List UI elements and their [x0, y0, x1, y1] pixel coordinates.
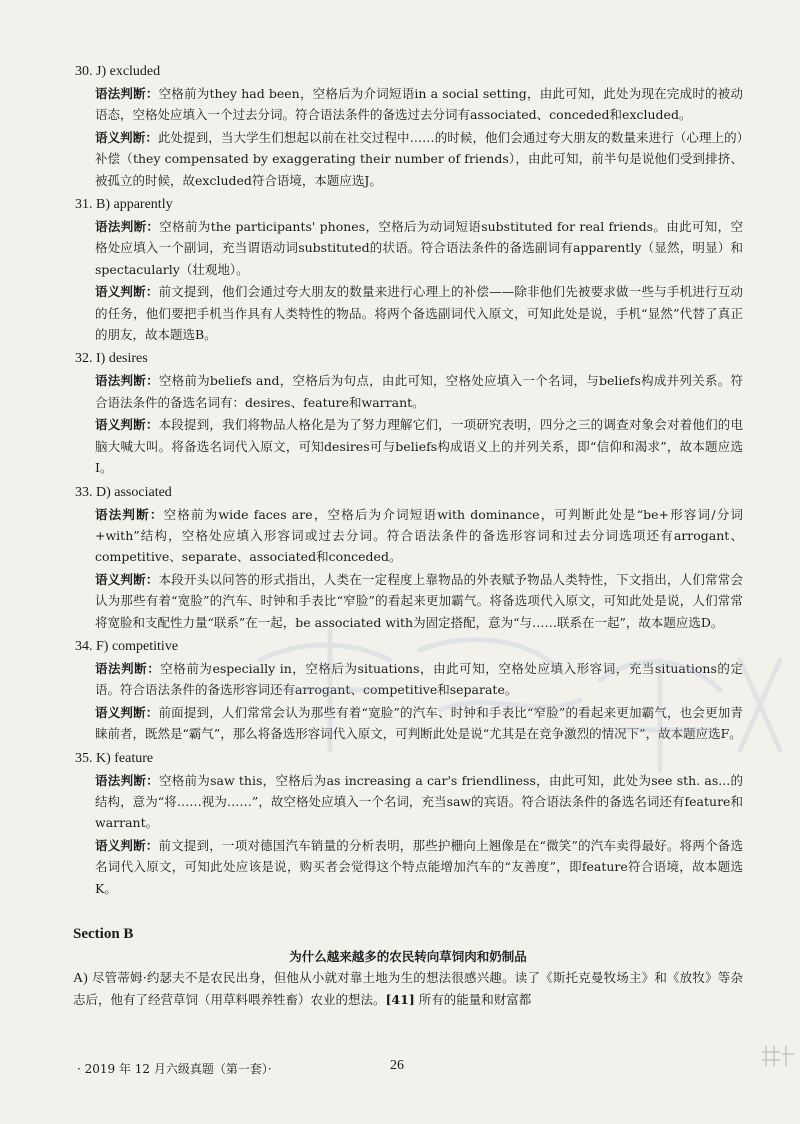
grammar-analysis: [95, 770, 743, 834]
question-title: 33. D) associated: [75, 484, 172, 500]
meaning-text: 此处提到，当大学生们想起以前在社交过程中……的时候，他们会通过夸大朋友的数量来进行（心理上的）补偿（they compensated by exaggerating their number of friends），由此可知，前半句是说他们受到排挤、被孤立的时候，故excluded符合语境，本题应选J。: [95, 129, 743, 188]
question-block: [73, 349, 743, 478]
meaning-text: 前文提到，他们会通过夸大朋友的数量来进行心理上的补偿——除非他们先被要求做一些与手机进行互动的任务，他们要把手机当作具有人类特性的物品。将两个备选副词代入原文，可知此处是说，手机“显然”代替了真正的朋友，故本题选B。: [95, 284, 743, 343]
question-title: 32. I) desires: [75, 351, 148, 367]
grammar-text: 空格前为wide faces are，空格后为介词短语with dominance，可判断此处是“be+形容词/分词+with”结构，空格处应填入形容词或过去分词。符合语法条件的备选形容词和过去分词选项还有arrogant、competitive、separate、associated和conceded。: [95, 506, 743, 565]
paragraph-tail: 所有的能量和财富都: [418, 992, 532, 1008]
grammar-text: 空格前为beliefs and，空格后为句点，由此可知，空格处应填入一个名词，与beliefs构成并列关系。符合语法条件的备选名词有：desires、feature和warrant。: [95, 373, 743, 410]
question-block: [73, 749, 743, 899]
paragraph-marker: A): [73, 971, 88, 986]
grammar-analysis: [95, 83, 743, 126]
section-heading: Section B: [73, 926, 134, 942]
grammar-text: 空格前为they had been，空格后为介词短语in a social setting，由此可知，此处为现在完成时的被动语态，空格处应填入一个过去分词。符合语法条件的备选过去分词有associated、conceded和excluded。: [95, 86, 743, 123]
meaning-text: 前面提到，人们常常会认为那些有着“宽脸”的汽车、时钟和手表比“窄脸”的看起来更加霸气，也会更加青睐前者，既然是“霸气”，那么将备选形容词代入原文，可判断此处是说“尤其是在竞争激烈的情况下”，故本题应选F。: [95, 704, 743, 742]
grammar-label: 语法判断：: [95, 373, 159, 389]
question-title: 35. K) feature: [75, 750, 154, 766]
grammar-analysis: [95, 658, 743, 701]
meaning-analysis: [95, 127, 743, 191]
grammar-label: 语法判断：: [95, 660, 161, 676]
page-number: 26: [390, 1058, 404, 1073]
meaning-label: 语义判断：: [95, 129, 158, 145]
article-title: 为什么越来越多的农民转向草饲肉和奶制品: [289, 949, 527, 964]
corner-stamp-mark: [760, 1040, 796, 1070]
paragraph-text: 尽管蒂姆·约瑟夫不是农民出身，但他从小就对靠土地为生的想法很感兴趣。读了《斯托克曼牧场主》和《放牧》等杂志后，他有了经营草饲（用草料喂养牲畜）农业的想法。: [73, 970, 743, 1008]
meaning-label: 语义判断：: [95, 417, 159, 433]
footer-exam-label: · 2019 年 12 月六级真题（第一套）·: [77, 1062, 272, 1076]
question-block: [73, 637, 743, 745]
question-title: 30. J) excluded: [75, 64, 161, 79]
meaning-analysis: [95, 281, 743, 345]
grammar-label: 语法判断：: [95, 219, 160, 235]
meaning-label: 语义判断：: [95, 284, 159, 300]
meaning-analysis: [95, 702, 743, 745]
grammar-label: 语法判断：: [95, 86, 159, 101]
meaning-text: 前文提到，一项对德国汽车销量的分析表明，那些护栅向上翘像是在“微笑”的汽车卖得最好。将两个备选名词代入原文，可知此处应该是说，购买者会觉得这个特点能增加汽车的“友善度”，即feature符合语境，故本题选K。: [95, 837, 743, 896]
blank-reference: [41]: [385, 992, 415, 1008]
answer-explanations: [73, 62, 743, 1011]
question-block: [73, 195, 743, 345]
grammar-text: 空格前为saw this，空格后为as increasing a car's friendliness，由此可知，此处为see sth. as...的结构，意为“将……视为……”，故空格处应填入一个名词，充当saw的宾语。符合语法条件的备选名词还有feature和warrant。: [95, 772, 743, 831]
grammar-label: 语法判断：: [95, 772, 159, 788]
meaning-label: 语义判断：: [95, 704, 159, 720]
meaning-label: 语义判断：: [95, 837, 159, 853]
article-paragraph: [73, 967, 743, 1011]
grammar-text: 空格前为especially in，空格后为situations，由此可知，空格处应填入形容词，充当situations的定语。符合语法条件的备选形容词还有arrogant、competitive和separate。: [95, 660, 743, 698]
meaning-analysis: [95, 414, 743, 478]
question-block: [73, 483, 743, 633]
grammar-label: 语法判断：: [95, 506, 164, 522]
grammar-text: 空格前为the participants' phones，空格后为动词短语substituted for real friends。由此可知，空格处应填入一个副词，充当谓语动词substituted的状语。符合语法条件的备选副词有apparently（显然，明显）和spectacularly（壮观地）。: [95, 219, 743, 277]
meaning-analysis: [95, 569, 743, 633]
question-title: 34. F) competitive: [75, 638, 179, 654]
grammar-analysis: [95, 504, 743, 568]
meaning-text: 本段开头以问答的形式指出，人类在一定程度上靠物品的外表赋予物品人类特性，下文指出，人们常常会认为那些有着“宽脸”的汽车、时钟和手表比“窄脸”的看起来更加霸气。将备选项代入原文，可知此处是说，人们常常将宽脸和支配性力量“联系”在一起，be associated with为固定搭配，意为“与……联系在一起”，故本题应选D。: [95, 571, 743, 630]
grammar-analysis: [95, 370, 743, 413]
grammar-analysis: [95, 216, 743, 280]
meaning-analysis: [95, 835, 743, 899]
meaning-text: 本段提到，我们将物品人格化是为了努力理解它们，一项研究表明，四分之三的调查对象会对着他们的电脑大喊大叫。将备选名词代入原文，可知desires可与beliefs构成语义上的并列关系，即“信仰和渴求”，故本题应选I。: [95, 417, 743, 476]
question-title: 31. B) apparently: [75, 197, 173, 213]
meaning-label: 语义判断：: [95, 571, 159, 587]
question-block: [73, 62, 743, 191]
